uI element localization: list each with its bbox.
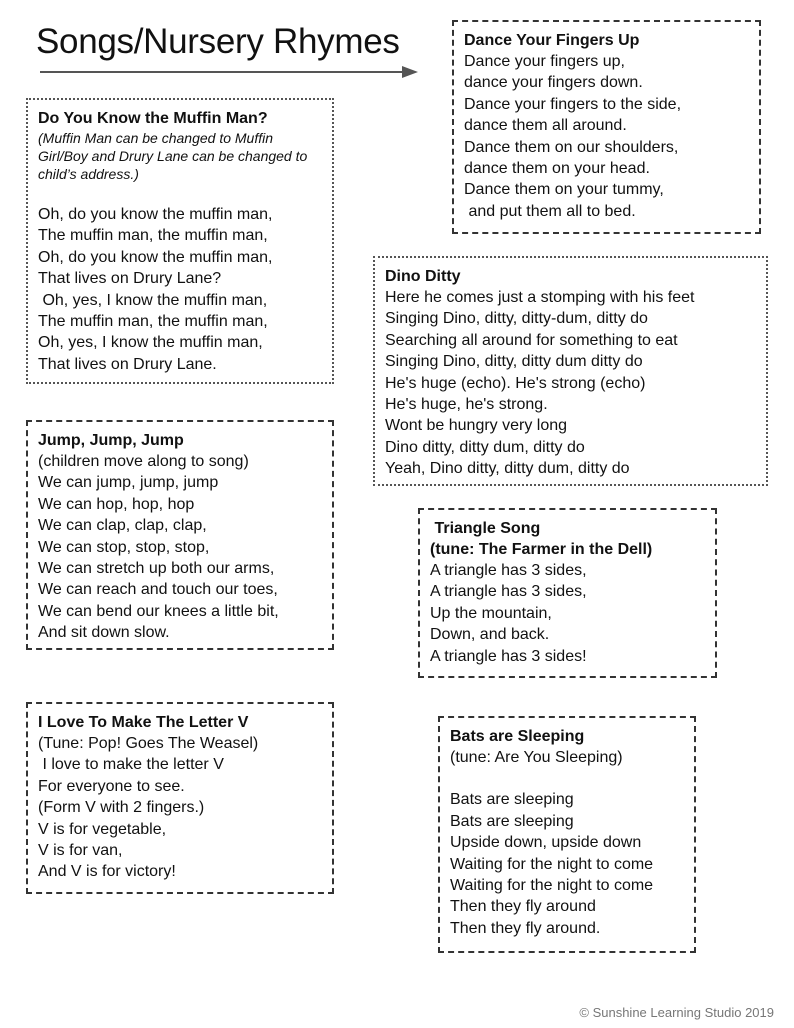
lyric-line: V is for vegetable, <box>38 820 167 838</box>
lyric-line: That lives on Drury Lane? <box>38 270 222 288</box>
lyric-line: Yeah, Dino ditty, ditty dum, ditty do <box>385 460 630 478</box>
dance-fingers-card <box>452 20 761 234</box>
lyric-line: Dance them on our shoulders, <box>464 138 679 156</box>
lyric-line: A triangle has 3 sides, <box>430 562 587 579</box>
lyric-line: We can reach and touch our toes, <box>38 581 278 599</box>
lyric-line: Dance them on your tummy, <box>464 181 664 199</box>
lyric-line: We can bend our knees a little bit, <box>38 602 279 620</box>
lyric-line: Then they fly around <box>450 898 596 916</box>
lyric-line: Wont be hungry very long <box>385 417 568 435</box>
lyric-line: (Tune: Pop! Goes The Weasel) <box>38 735 259 752</box>
lyric-line: For everyone to see. <box>38 777 185 795</box>
lyric-line: I love to make the letter V <box>38 756 224 774</box>
lyric-line: Then they fly around. <box>450 919 601 937</box>
lyric-line: (children move along to song) <box>38 453 249 470</box>
lyric-line: Oh, do you know the muffin man, <box>38 206 273 223</box>
lyric-line: Searching all around for something to eat <box>385 331 678 349</box>
lyric-line: Dino ditty, ditty dum, ditty do <box>385 438 585 456</box>
lyric-line: The muffin man, the muffin man, <box>38 227 268 245</box>
jump-title: Jump, Jump, Jump <box>38 432 184 449</box>
lyric-line: (Form V with 2 fingers.) <box>38 799 205 817</box>
lyric-line: Singing Dino, ditty, ditty-dum, ditty do <box>385 310 648 328</box>
lyric-line: Dance your fingers up, <box>464 53 625 70</box>
copyright-footer: © Sunshine Learning Studio 2019 <box>579 1005 774 1020</box>
triangle-song-title: Triangle Song <box>430 520 541 537</box>
muffin-man-title: Do You Know the Muffin Man? <box>38 110 268 127</box>
lyric-line: Oh, do you know the muffin man, <box>38 248 273 266</box>
muffin-man-note: (Muffin Man can be changed to Muffin Girl/Boy and Drury Lane can be changed to child’s address.) <box>38 130 308 182</box>
triangle-song-tune: (tune: The Farmer in the Dell) <box>430 541 653 558</box>
lyric-line: He's huge (echo). He's strong (echo) <box>385 374 646 392</box>
lyric-line: Bats are sleeping <box>450 791 574 809</box>
lyric-line: dance them on your head. <box>464 160 650 178</box>
page-title: Songs/Nursery Rhymes <box>36 22 400 61</box>
lyric-line: The muffin man, the muffin man, <box>38 313 268 331</box>
lyric-line: We can hop, hop, hop <box>38 495 195 513</box>
lyric-line: and put them all to bed. <box>464 202 636 220</box>
lyric-line: We can stretch up both our arms, <box>38 560 275 578</box>
lyric-line: Down, and back. <box>430 626 550 644</box>
lyric-line: dance your fingers down. <box>464 74 643 92</box>
lyric-line: He's huge, he's strong. <box>385 396 548 414</box>
lyric-line: A triangle has 3 sides, <box>430 583 587 601</box>
lyric-line: And V is for victory! <box>38 863 176 881</box>
muffin-man-card <box>26 98 334 384</box>
dance-fingers-title: Dance Your Fingers Up <box>464 32 640 49</box>
dino-ditty-title: Dino Ditty <box>385 268 461 285</box>
lyric-line: Oh, yes, I know the muffin man, <box>38 334 263 352</box>
letter-v-title: I Love To Make The Letter V <box>38 714 249 731</box>
letter-v-card <box>26 702 334 894</box>
lyric-line: Dance your fingers to the side, <box>464 95 682 113</box>
lyric-line: And sit down slow. <box>38 624 170 642</box>
lyric-line: Upside down, upside down <box>450 834 642 852</box>
lyric-line: That lives on Drury Lane. <box>38 355 217 373</box>
dino-ditty-card <box>373 256 768 486</box>
lyric-line: We can stop, stop, stop, <box>38 538 210 556</box>
lyric-line: dance them all around. <box>464 117 627 135</box>
lyric-line: Oh, yes, I know the muffin man, <box>38 291 268 309</box>
lyric-line: We can jump, jump, jump <box>38 474 219 492</box>
bats-sleeping-title: Bats are Sleeping <box>450 728 585 745</box>
lyric-line: V is for van, <box>38 842 123 860</box>
title-arrow-icon <box>40 62 420 82</box>
triangle-song-card <box>418 508 717 678</box>
lyric-line: Waiting for the night to come <box>450 855 654 873</box>
lyric-line: Up the mountain, <box>430 604 552 622</box>
bats-sleeping-card <box>438 716 696 953</box>
lyric-line: Here he comes just a stomping with his feet <box>385 289 695 306</box>
jump-card <box>26 420 334 650</box>
bats-sleeping-tune: (tune: Are You Sleeping) <box>450 749 623 766</box>
lyric-line: Singing Dino, ditty, ditty dum ditty do <box>385 353 643 371</box>
lyric-line: A triangle has 3 sides! <box>430 647 587 665</box>
lyric-line: Bats are sleeping <box>450 812 574 830</box>
lyric-line: We can clap, clap, clap, <box>38 517 207 535</box>
lyric-line: Waiting for the night to come <box>450 877 654 895</box>
